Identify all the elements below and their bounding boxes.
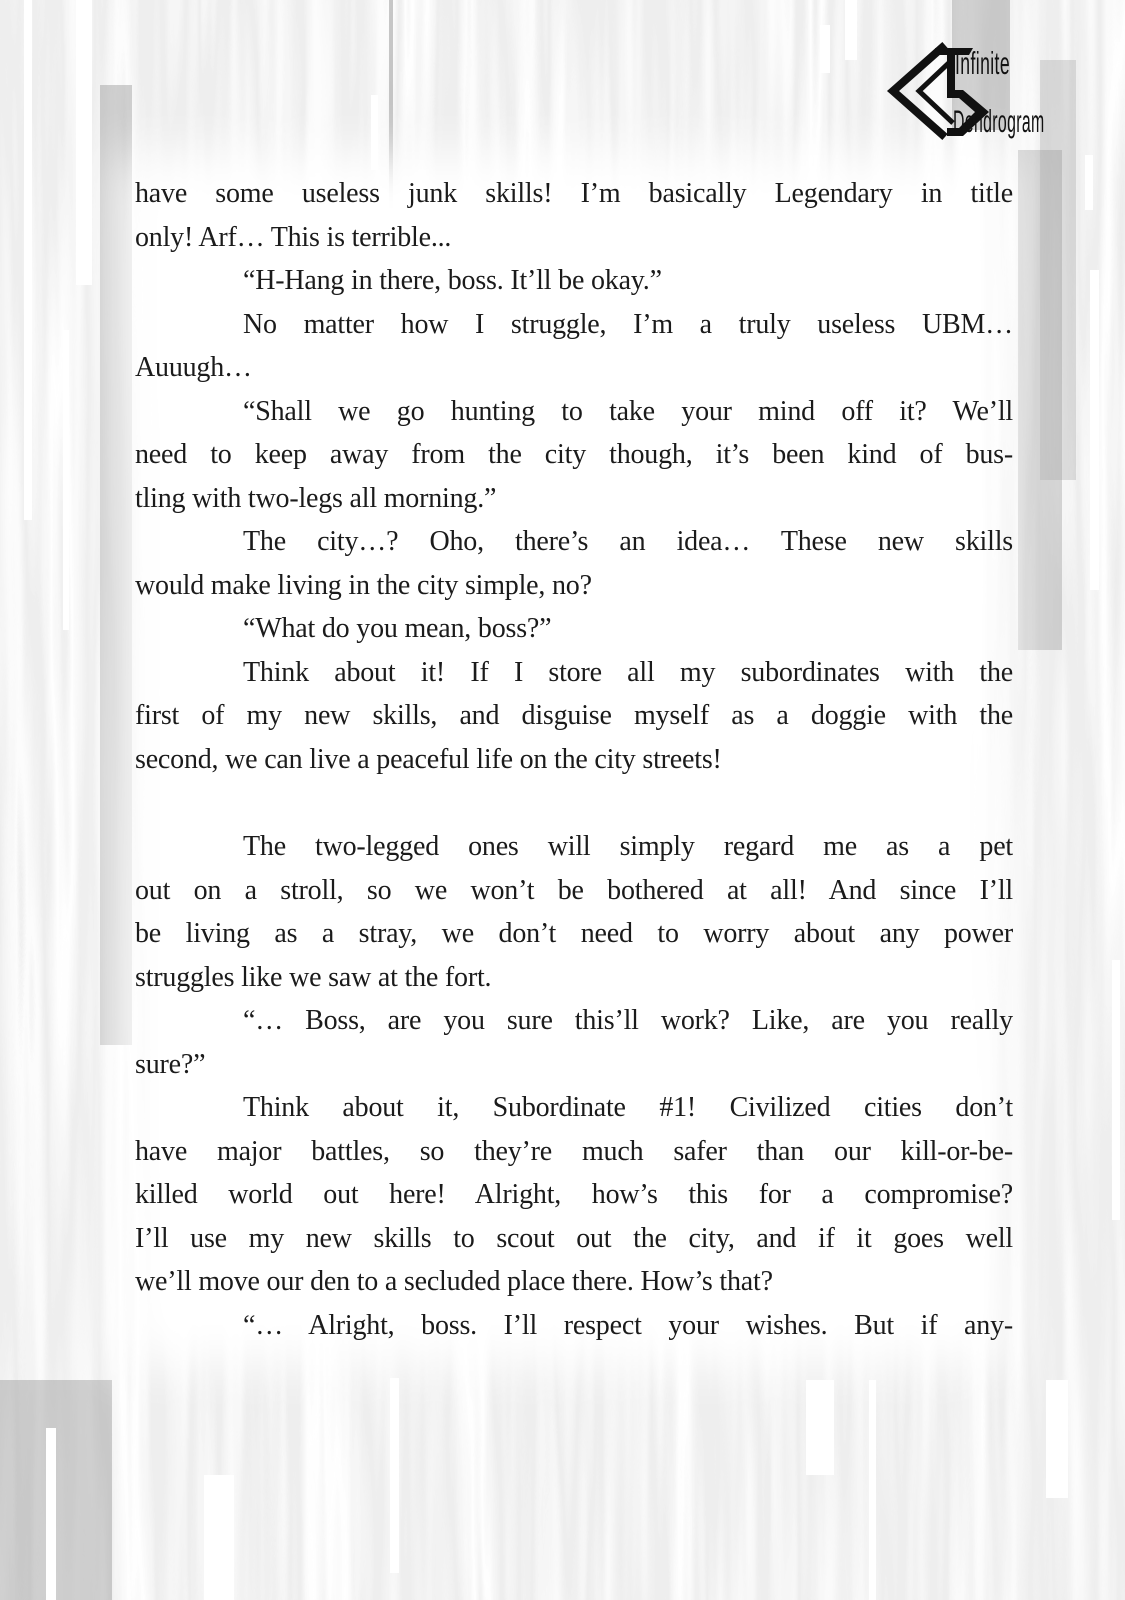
text-line: need to keep away from the city though, it’s been kind of bus- (135, 439, 1013, 470)
text-line: out on a stroll, so we won’t be bothered at all! And since I’ll (135, 874, 1013, 906)
text-line: tling with two-legs all morning.” (135, 482, 497, 514)
text-line: The two-legged ones will simply regard me as a pet (243, 831, 1013, 862)
logo-text-dendrogram: Dendrogram (953, 104, 1045, 140)
text-line: “… Alright, boss. I’ll respect your wishes. But if any- (243, 1309, 1013, 1341)
text-line: first of my new skills, and disguise myself as a doggie with the (135, 700, 1013, 731)
text-line: we’ll move our den to a secluded place there. How’s that? (135, 1266, 773, 1297)
text-line: have some useless junk skills! I’m basically Legendary in title (135, 178, 1013, 209)
text-line: struggles like we saw at the fort. (135, 961, 492, 993)
text-line: have major battles, so they’re much safer than our kill-or-be- (135, 1135, 1013, 1167)
text-line: “Shall we go hunting to take your mind off it? We’ll (243, 395, 1013, 427)
logo-text-infinite: Infinite (955, 46, 1011, 82)
text-line: second, we can live a peaceful life on the city streets! (135, 743, 722, 775)
text-line: would make living in the city simple, no? (135, 569, 592, 601)
text-line: Think about it, Subordinate #1! Civilized cities don’t (243, 1092, 1013, 1123)
text-line: be living as a stray, we don’t need to worry about any power (135, 918, 1013, 949)
text-line: “H-Hang in there, boss. It’ll be okay.” (243, 265, 662, 296)
text-line: sure?” (135, 1048, 206, 1080)
text-line: Think about it! If I store all my subordinates with the (243, 656, 1013, 688)
text-column (135, 172, 1013, 1347)
text-line: Auuugh… (135, 352, 252, 383)
text-line: only! Arf… This is terrible... (135, 221, 452, 253)
infinite-dendrogram-logo (883, 42, 1073, 142)
text-line: “… Boss, are you sure this’ll work? Like, are you really (243, 1005, 1013, 1036)
text-line: No matter how I struggle, I’m a truly useless UBM… (243, 308, 1013, 340)
paragraph-spacer (135, 781, 1013, 825)
text-line: I’ll use my new skills to scout out the city, and if it goes well (135, 1222, 1013, 1254)
text-line: killed world out here! Alright, how’s this for a compromise? (135, 1179, 1013, 1210)
text-line: “What do you mean, boss?” (243, 613, 552, 644)
text-line: The city…? Oho, there’s an idea… These new skills (243, 526, 1013, 557)
